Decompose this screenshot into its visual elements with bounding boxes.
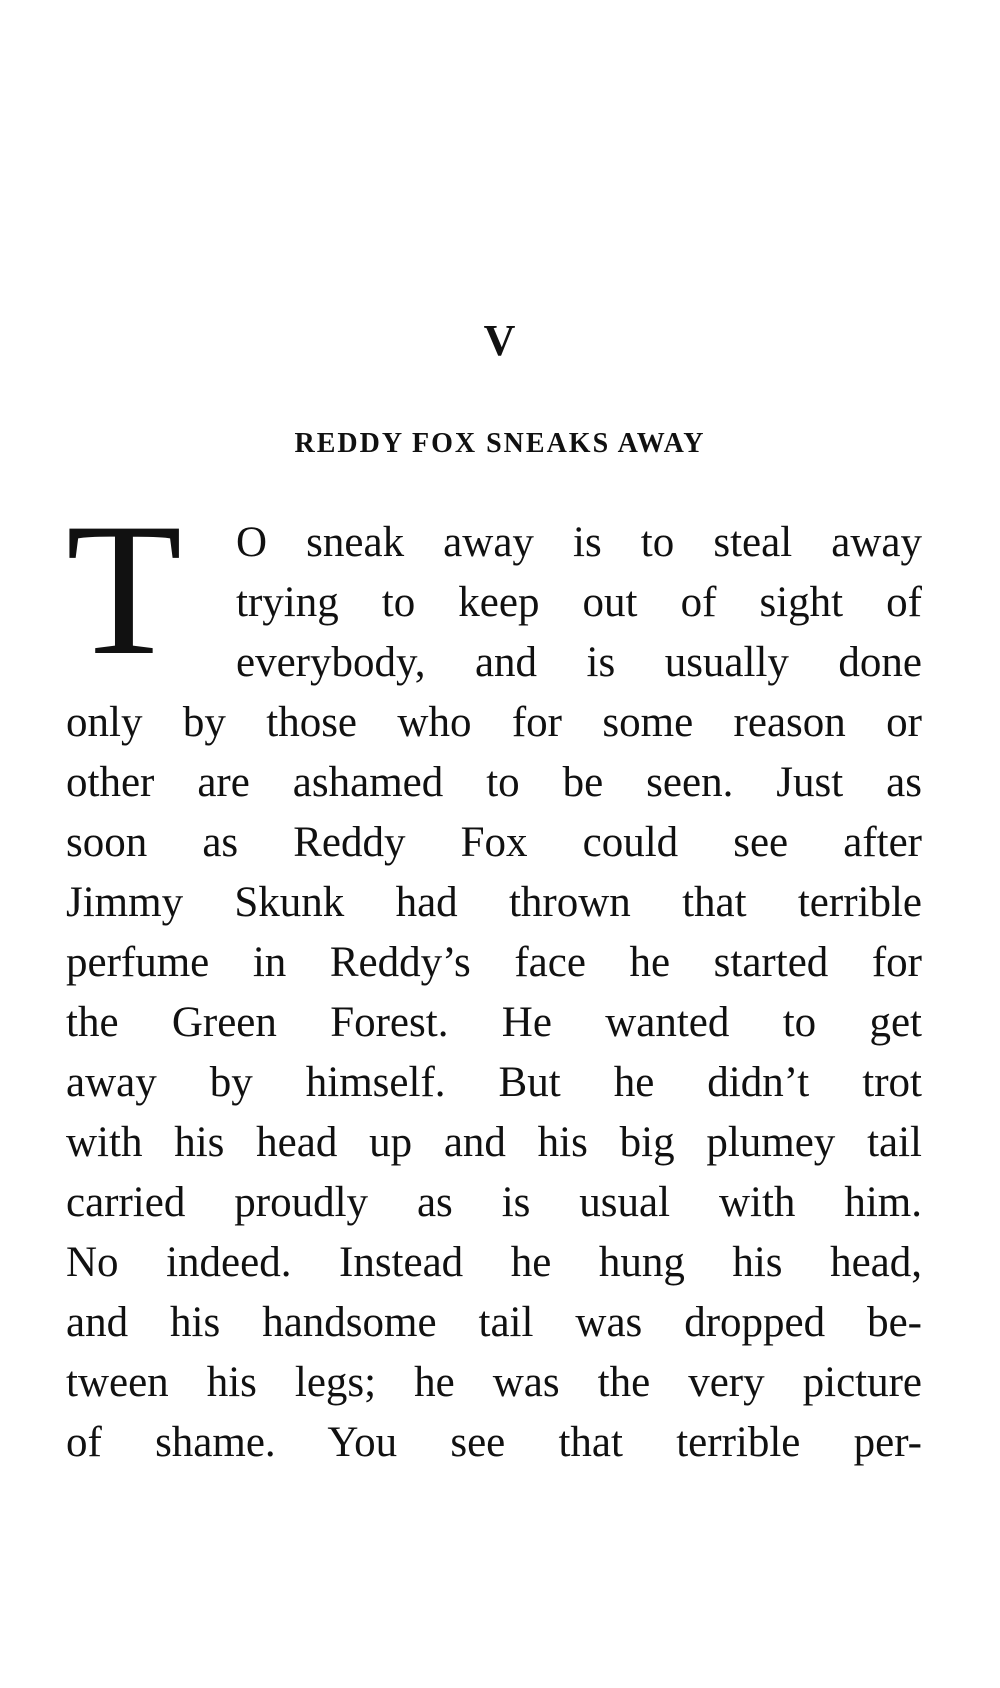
text-line: O sneak away is to steal away <box>236 519 922 566</box>
text-line: tween his legs; he was the very picture <box>66 1359 922 1406</box>
text-line: carried proudly as is usual with him. <box>66 1179 922 1226</box>
text-line: of shame. You see that terrible per- <box>66 1419 922 1466</box>
text-line: perfume in Reddy’s face he started for <box>66 939 922 986</box>
text-line: soon as Reddy Fox could see after <box>66 819 922 866</box>
text-line: with his head up and his big plumey tail <box>66 1119 922 1166</box>
text-line: trying to keep out of sight of <box>236 579 922 626</box>
chapter-number: V <box>483 316 517 365</box>
text-line: only by those who for some reason or <box>66 699 922 746</box>
text-line: No indeed. Instead he hung his head, <box>66 1239 922 1286</box>
text-line: and his handsome tail was dropped be- <box>66 1299 922 1346</box>
drop-cap: T <box>66 485 183 695</box>
text-line: Jimmy Skunk had thrown that terrible <box>66 879 922 926</box>
text-line: the Green Forest. He wanted to get <box>66 999 922 1046</box>
chapter-title: REDDY FOX SNEAKS AWAY <box>294 428 706 459</box>
text-line: other are ashamed to be seen. Just as <box>66 759 922 806</box>
text-line: away by himself. But he didn’t trot <box>66 1059 922 1106</box>
text-line: everybody, and is usually done <box>236 639 922 686</box>
